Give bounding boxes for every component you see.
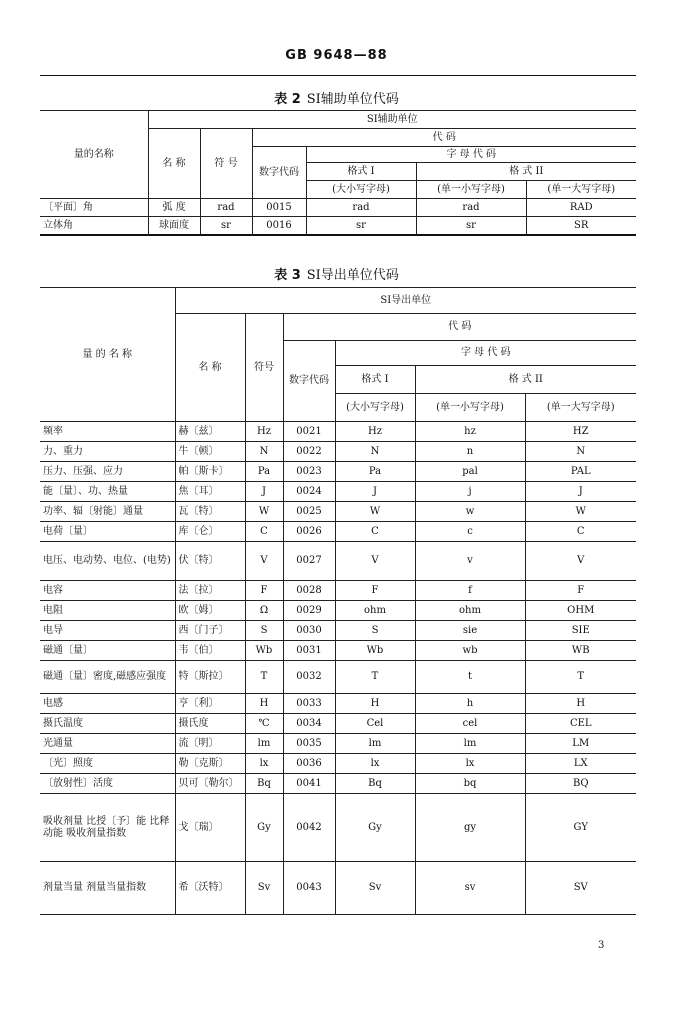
t3-symbol: Gy: [245, 794, 283, 862]
t3-symbol: H: [245, 694, 283, 714]
table3-title-text: SI导出单位代码: [306, 268, 399, 283]
t3-unit-name: 瓦〔特〕: [175, 502, 245, 522]
t3-symbol: F: [245, 581, 283, 601]
t3-f1: Wb: [335, 641, 415, 661]
page-number: 3: [598, 940, 605, 951]
t3-f2-lower: sie: [415, 621, 525, 641]
t3-f2-upper: GY: [525, 794, 636, 862]
table2-number: 表 2: [274, 92, 301, 107]
table-row: [40, 581, 636, 601]
t2-h-f2: 格 式 II: [416, 163, 636, 181]
t3-unit-name: 希〔沃特〕: [175, 862, 245, 915]
t3-quantity: 电阻: [40, 601, 175, 621]
t2-h-code: 代 码: [252, 129, 636, 147]
t2-h-f1-sub: (大小写字母): [306, 181, 416, 199]
t3-f2-lower: w: [415, 502, 525, 522]
t2-h-name: 名 称: [148, 129, 200, 199]
table3: [40, 287, 636, 915]
table-row: [40, 734, 636, 754]
t3-symbol: lx: [245, 754, 283, 774]
t3-unit-name: 伏〔特〕: [175, 542, 245, 581]
header-rule: [40, 75, 636, 76]
table-row: [40, 217, 636, 235]
t3-f2-upper: T: [525, 661, 636, 694]
table-row: [40, 694, 636, 714]
t3-f1: S: [335, 621, 415, 641]
t3-f1: J: [335, 482, 415, 502]
t3-f2-lower: lx: [415, 754, 525, 774]
t3-symbol: ℃: [245, 714, 283, 734]
t2-numeric: 0015: [252, 199, 306, 217]
table-row: [40, 601, 636, 621]
t3-symbol: N: [245, 442, 283, 462]
t3-numeric: 0033: [283, 694, 335, 714]
table-row: [40, 462, 636, 482]
t3-unit-name: 韦〔伯〕: [175, 641, 245, 661]
t3-symbol: Sv: [245, 862, 283, 915]
t3-unit-name: 流〔明〕: [175, 734, 245, 754]
t3-quantity: 摄氏温度: [40, 714, 175, 734]
t3-h-f2: 格 式 II: [415, 366, 636, 394]
table-row: [40, 422, 636, 442]
t3-unit-name: 法〔拉〕: [175, 581, 245, 601]
t3-quantity: 〔光〕照度: [40, 754, 175, 774]
t3-f2-lower: gy: [415, 794, 525, 862]
t3-numeric: 0023: [283, 462, 335, 482]
t3-h-f1-sub: (大小写字母): [335, 394, 415, 422]
t3-numeric: 0036: [283, 754, 335, 774]
t3-f2-upper: F: [525, 581, 636, 601]
t3-quantity: 〔放射性〕活度: [40, 774, 175, 794]
t3-quantity: 力、重力: [40, 442, 175, 462]
t3-symbol: T: [245, 661, 283, 694]
t3-f2-upper: PAL: [525, 462, 636, 482]
t3-f1: W: [335, 502, 415, 522]
t2-f2-lower: sr: [416, 217, 526, 235]
t3-f1: Bq: [335, 774, 415, 794]
table-row: [40, 542, 636, 581]
t3-f2-upper: N: [525, 442, 636, 462]
t3-numeric: 0043: [283, 862, 335, 915]
t3-h-f2-upper: (单一大写字母): [525, 394, 636, 422]
t2-f2-lower: rad: [416, 199, 526, 217]
t2-unit-name: 球面度: [148, 217, 200, 235]
t2-h-symbol: 符 号: [200, 129, 252, 199]
t3-f2-lower: pal: [415, 462, 525, 482]
t3-numeric: 0034: [283, 714, 335, 734]
table2-title-text: SI辅助单位代码: [306, 92, 399, 107]
t3-h-letter: 字 母 代 码: [335, 341, 636, 366]
t3-f1: N: [335, 442, 415, 462]
t2-h-numeric: 数字代码: [252, 147, 306, 199]
t3-h-symbol: 符号: [245, 314, 283, 422]
table-row: [40, 522, 636, 542]
t3-quantity: 磁通〔量〕: [40, 641, 175, 661]
t3-f1: H: [335, 694, 415, 714]
table-row: [40, 502, 636, 522]
t3-f2-lower: wb: [415, 641, 525, 661]
table2-title: [0, 88, 673, 107]
table-row: [40, 862, 636, 915]
t3-unit-name: 亨〔利〕: [175, 694, 245, 714]
t2-unit-name: 弧 度: [148, 199, 200, 217]
t3-f2-upper: J: [525, 482, 636, 502]
t3-f2-lower: v: [415, 542, 525, 581]
t3-f1: Hz: [335, 422, 415, 442]
t2-numeric: 0016: [252, 217, 306, 235]
t3-f1: V: [335, 542, 415, 581]
t3-numeric: 0028: [283, 581, 335, 601]
document-header: GB 9648—88: [285, 48, 388, 63]
t3-symbol: Ω: [245, 601, 283, 621]
t3-numeric: 0035: [283, 734, 335, 754]
t3-h-name: 名 称: [175, 314, 245, 422]
t3-f1: lm: [335, 734, 415, 754]
t3-symbol: lm: [245, 734, 283, 754]
t3-f1: Cel: [335, 714, 415, 734]
t3-f2-lower: ohm: [415, 601, 525, 621]
t3-quantity: 磁通〔量〕密度,磁感应强度: [40, 661, 175, 694]
t3-unit-name: 戈〔瑞〕: [175, 794, 245, 862]
t3-h-f1: 格式 I: [335, 366, 415, 394]
t3-numeric: 0030: [283, 621, 335, 641]
t3-quantity: 功率、辐〔射能〕通量: [40, 502, 175, 522]
t3-unit-name: 贝可〔勒尔〕: [175, 774, 245, 794]
t3-unit-name: 摄氏度: [175, 714, 245, 734]
t3-f1: Pa: [335, 462, 415, 482]
t3-f2-lower: bq: [415, 774, 525, 794]
t2-h-f1: 格式 I: [306, 163, 416, 181]
t3-unit-name: 焦〔耳〕: [175, 482, 245, 502]
t3-f2-lower: sv: [415, 862, 525, 915]
t3-symbol: S: [245, 621, 283, 641]
t3-f2-upper: HZ: [525, 422, 636, 442]
t3-f2-upper: LM: [525, 734, 636, 754]
t3-numeric: 0024: [283, 482, 335, 502]
t3-f1: F: [335, 581, 415, 601]
t3-h-group: SI导出单位: [175, 288, 636, 314]
t3-symbol: V: [245, 542, 283, 581]
table-row: [40, 482, 636, 502]
t3-unit-name: 库〔仑〕: [175, 522, 245, 542]
t3-unit-name: 赫〔兹〕: [175, 422, 245, 442]
table3-title: [0, 264, 673, 283]
t3-f2-upper: H: [525, 694, 636, 714]
t3-symbol: W: [245, 502, 283, 522]
t3-f2-lower: n: [415, 442, 525, 462]
t2-f2-upper: SR: [526, 217, 636, 235]
t3-f2-upper: SIE: [525, 621, 636, 641]
t3-f2-upper: OHM: [525, 601, 636, 621]
t3-unit-name: 帕〔斯卡〕: [175, 462, 245, 482]
t3-numeric: 0025: [283, 502, 335, 522]
t3-symbol: C: [245, 522, 283, 542]
t2-symbol: sr: [200, 217, 252, 235]
t2-h-quantity: 量的名称: [40, 111, 148, 199]
t3-f2-upper: C: [525, 522, 636, 542]
t3-h-numeric: 数字代码: [283, 341, 335, 422]
table-row: [40, 661, 636, 694]
t2-h-letter: 字 母 代 码: [306, 147, 636, 163]
t3-f2-lower: hz: [415, 422, 525, 442]
t3-quantity: 光通量: [40, 734, 175, 754]
t3-f2-upper: LX: [525, 754, 636, 774]
t3-f2-upper: W: [525, 502, 636, 522]
t3-f2-upper: BQ: [525, 774, 636, 794]
t3-numeric: 0031: [283, 641, 335, 661]
t3-quantity: 电导: [40, 621, 175, 641]
t3-f2-upper: CEL: [525, 714, 636, 734]
t3-numeric: 0026: [283, 522, 335, 542]
table3-number: 表 3: [274, 268, 301, 283]
t3-f1: T: [335, 661, 415, 694]
t2-h-f2-upper: (单一大写字母): [526, 181, 636, 199]
table-row: [40, 794, 636, 862]
t3-f1: Gy: [335, 794, 415, 862]
t3-symbol: Hz: [245, 422, 283, 442]
t3-f2-lower: cel: [415, 714, 525, 734]
t2-quantity: 立体角: [40, 217, 148, 235]
t3-quantity: 压力、压强、应力: [40, 462, 175, 482]
t3-f2-lower: c: [415, 522, 525, 542]
t3-f2-lower: f: [415, 581, 525, 601]
t3-quantity: 剂量当量 剂量当量指数: [40, 862, 175, 915]
table-row: [40, 714, 636, 734]
table-row: [40, 641, 636, 661]
t3-quantity: 能〔量〕、功、热量: [40, 482, 175, 502]
t3-h-quantity: 量 的 名 称: [40, 288, 175, 422]
t3-f2-lower: lm: [415, 734, 525, 754]
t3-quantity: 电荷〔量〕: [40, 522, 175, 542]
t3-f2-lower: h: [415, 694, 525, 714]
t2-h-f2-lower: (单一小写字母): [416, 181, 526, 199]
t3-quantity: 吸收剂量 比授〔予〕能 比释动能 吸收剂量指数: [40, 794, 175, 862]
t3-numeric: 0032: [283, 661, 335, 694]
t3-f2-lower: t: [415, 661, 525, 694]
table-row: [40, 442, 636, 462]
table2: [40, 110, 636, 236]
t3-unit-name: 特〔斯拉〕: [175, 661, 245, 694]
table-row: [40, 199, 636, 217]
t3-h-code: 代 码: [283, 314, 636, 341]
t3-f2-lower: j: [415, 482, 525, 502]
t3-f2-upper: WB: [525, 641, 636, 661]
table-row: [40, 621, 636, 641]
t3-numeric: 0021: [283, 422, 335, 442]
t3-symbol: Pa: [245, 462, 283, 482]
t3-quantity: 电压、电动势、电位、(电势): [40, 542, 175, 581]
t2-f1: rad: [306, 199, 416, 217]
t3-h-f2-lower: (单一小写字母): [415, 394, 525, 422]
t3-quantity: 电感: [40, 694, 175, 714]
t2-h-group: SI辅助单位: [148, 111, 636, 129]
t2-quantity: 〔平面〕角: [40, 199, 148, 217]
t2-f1: sr: [306, 217, 416, 235]
t3-unit-name: 牛〔顿〕: [175, 442, 245, 462]
t3-f2-upper: SV: [525, 862, 636, 915]
table-row: [40, 774, 636, 794]
t3-symbol: J: [245, 482, 283, 502]
t3-quantity: 电容: [40, 581, 175, 601]
t3-f1: C: [335, 522, 415, 542]
t2-symbol: rad: [200, 199, 252, 217]
t3-numeric: 0022: [283, 442, 335, 462]
t3-unit-name: 勒〔克斯〕: [175, 754, 245, 774]
t3-symbol: Wb: [245, 641, 283, 661]
t3-f1: ohm: [335, 601, 415, 621]
table3-body: [40, 422, 636, 915]
t3-quantity: 频率: [40, 422, 175, 442]
t3-f2-upper: V: [525, 542, 636, 581]
t3-numeric: 0042: [283, 794, 335, 862]
t2-f2-upper: RAD: [526, 199, 636, 217]
table-row: [40, 754, 636, 774]
t3-symbol: Bq: [245, 774, 283, 794]
t3-numeric: 0027: [283, 542, 335, 581]
t3-f1: lx: [335, 754, 415, 774]
t3-numeric: 0029: [283, 601, 335, 621]
t3-numeric: 0041: [283, 774, 335, 794]
t3-unit-name: 欧〔姆〕: [175, 601, 245, 621]
t3-f1: Sv: [335, 862, 415, 915]
t3-unit-name: 西〔门子〕: [175, 621, 245, 641]
